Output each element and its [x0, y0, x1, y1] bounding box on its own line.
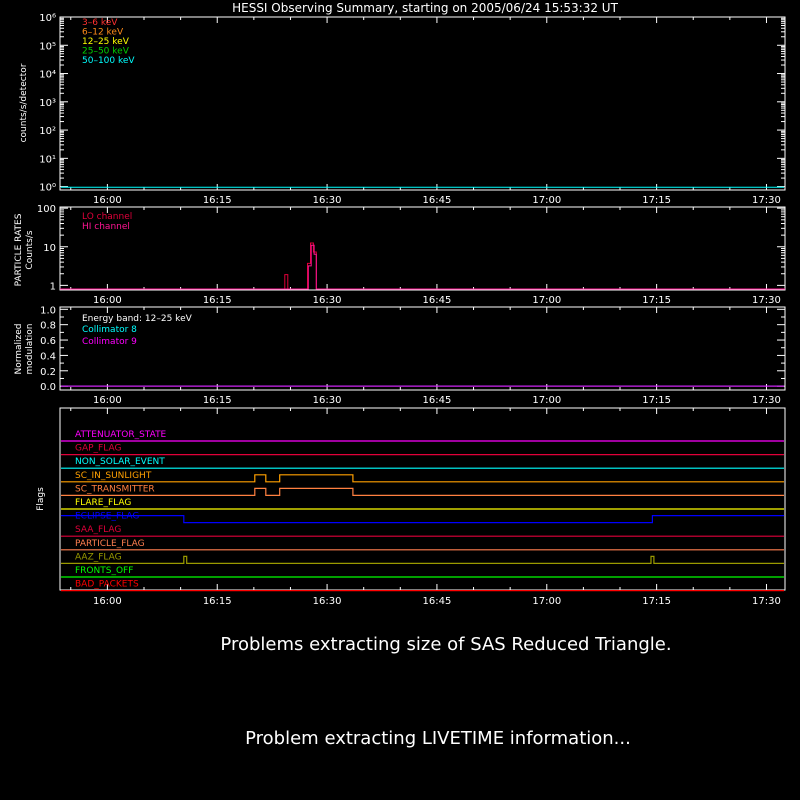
particle-rates-ylabel: PARTICLE RATES	[14, 213, 24, 287]
x-tick-label: 17:00	[532, 395, 562, 406]
x-tick-label: 16:15	[202, 596, 232, 607]
y-tick-label: 0.2	[40, 366, 56, 378]
y-tick-label: 1.0	[40, 305, 56, 317]
modulation-legend	[82, 325, 137, 347]
legend-entry: Collimator 9	[82, 337, 137, 347]
x-tick-label: 16:30	[312, 596, 342, 607]
series-line	[60, 243, 785, 289]
flag-label: GAP_FLAG	[75, 443, 122, 454]
x-tick-label: 17:30	[752, 195, 781, 206]
x-tick-label: 17:30	[752, 295, 781, 306]
y-tick-label: 10⁰	[39, 182, 56, 194]
x-tick-label: 16:45	[422, 395, 452, 406]
x-tick-label: 17:30	[752, 395, 781, 406]
count-rates-legend	[82, 18, 135, 66]
modulation-panel	[14, 305, 785, 406]
modulation-energy-band-label: Energy band: 12–25 keV	[82, 314, 192, 324]
x-tick-label: 16:45	[422, 295, 452, 306]
flag-label: NON_SOLAR_EVENT	[75, 457, 165, 468]
x-tick-label: 17:00	[532, 295, 562, 306]
y-tick-label: 10	[43, 242, 56, 254]
particle-rates-legend	[82, 212, 132, 232]
count-rates-y-ticks	[39, 13, 785, 194]
flag-label: SC_IN_SUNLIGHT	[75, 470, 152, 481]
count-rates-panel	[19, 13, 785, 206]
x-tick-label: 16:00	[92, 395, 122, 406]
y-tick-label: 0.8	[40, 320, 56, 332]
y-tick-label: 1	[49, 281, 56, 293]
x-tick-label: 17:15	[642, 395, 672, 406]
series-line	[60, 245, 785, 289]
flag-label: PARTICLE_FLAG	[75, 538, 145, 549]
x-tick-label: 16:00	[92, 195, 122, 206]
y-tick-label: 10⁶	[39, 13, 56, 24]
flags-frame	[60, 408, 785, 590]
sas-triangle-message: Problems extracting size of SAS Reduced Triangle.	[220, 634, 672, 655]
legend-entry: HI channel	[82, 222, 130, 232]
flag-label: ECLIPSE_FLAG	[75, 511, 140, 522]
flag-trace	[61, 556, 784, 563]
legend-entry: Collimator 8	[82, 325, 137, 335]
particle-rates-panel	[14, 204, 785, 306]
x-tick-label: 17:15	[642, 195, 672, 206]
x-tick-label: 17:30	[752, 596, 781, 607]
x-tick-label: 16:00	[92, 596, 122, 607]
x-tick-label: 17:00	[532, 596, 562, 607]
flag-label: FRONTS_OFF	[75, 566, 134, 576]
y-tick-label: 10³	[39, 97, 56, 109]
y-tick-label: 10¹	[39, 154, 56, 166]
x-tick-label: 16:45	[422, 596, 452, 607]
count-rates-ylabel: counts/s/detector	[19, 63, 29, 143]
flag-label: ATTENUATOR_STATE	[75, 430, 167, 440]
y-tick-label: 0.0	[40, 382, 56, 394]
livetime-message: Problem extracting LIVETIME information...	[245, 728, 631, 749]
flag-label: AAZ_FLAG	[75, 552, 122, 563]
legend-entry: 6–12 keV	[82, 27, 124, 38]
y-tick-label: 10⁴	[39, 69, 56, 81]
legend-entry: 3–6 keV	[82, 18, 118, 28]
particle-rates-frame	[60, 207, 785, 290]
flags-ylabel: Flags	[36, 487, 46, 511]
y-tick-label: 100	[36, 204, 56, 216]
flags-traces	[61, 430, 784, 591]
x-tick-label: 17:15	[642, 596, 672, 607]
legend-entry: 50–100 keV	[82, 56, 135, 66]
y-tick-label: 10⁵	[39, 41, 56, 53]
particle-rates-x-ticks	[71, 207, 781, 306]
flag-trace	[61, 516, 784, 523]
count-rates-frame	[60, 17, 785, 190]
particle-rates-y-ticks	[37, 204, 785, 292]
y-tick-label: 0.6	[40, 336, 56, 348]
flag-label: FLARE_FLAG	[75, 498, 132, 508]
x-tick-label: 16:30	[312, 295, 342, 306]
figure-title: HESSI Observing Summary, starting on 2005/06/24 15:53:32 UT	[232, 1, 618, 15]
x-tick-label: 16:00	[92, 295, 122, 306]
flag-label: SC_TRANSMITTER	[75, 484, 155, 495]
modulation-ylabel: Normalized	[14, 323, 24, 375]
legend-entry: LO channel	[82, 212, 133, 222]
count-rates-x-ticks	[71, 17, 781, 206]
y-tick-label: 0.4	[40, 351, 56, 363]
x-tick-label: 16:30	[312, 195, 342, 206]
y-tick-label: 10²	[39, 126, 56, 138]
x-tick-label: 16:30	[312, 395, 342, 406]
legend-entry: 25–50 keV	[82, 46, 129, 57]
x-tick-label: 17:00	[532, 195, 562, 206]
particle-rates-ylabel-units: Counts/s	[25, 230, 35, 270]
flag-label: BAD_PACKETS	[75, 579, 139, 590]
flag-label: SAA_FLAG	[75, 525, 122, 536]
flag-trace	[61, 488, 784, 495]
x-tick-label: 16:15	[202, 195, 232, 206]
legend-entry: 12–25 keV	[82, 37, 129, 47]
x-tick-label: 17:15	[642, 295, 672, 306]
flag-trace	[61, 475, 784, 482]
modulation-ylabel-2: modulation	[25, 323, 35, 375]
x-tick-label: 16:15	[202, 295, 232, 306]
particle-rates-series	[60, 243, 785, 289]
flags-panel	[36, 408, 785, 607]
x-tick-label: 16:45	[422, 195, 452, 206]
x-tick-label: 16:15	[202, 395, 232, 406]
